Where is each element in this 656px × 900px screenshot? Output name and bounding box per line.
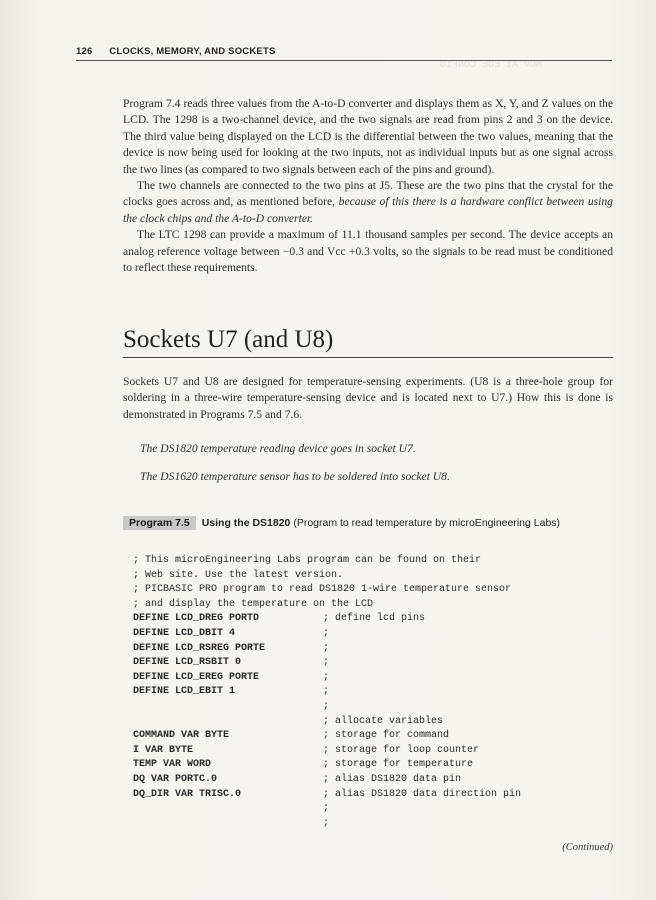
code-statement: DEFINE LCD_DBIT 4: [133, 627, 236, 639]
program-title: Using the DS1820: [201, 517, 291, 529]
paragraph-2-text: The two channels are connected to the two pins at J5. These are the two pins that the crystal for the clocks goes across and, as mentioned before,: [123, 179, 613, 209]
code-line: [133, 802, 613, 817]
program-badge: Program 7.5: [123, 516, 196, 530]
comment-marker: ;: [323, 627, 330, 639]
section-text: [123, 374, 613, 423]
code-statement: DEFINE LCD_DREG PORTD: [133, 613, 260, 625]
comment-marker: ;: [323, 759, 330, 771]
code-statement: TEMP VAR WORD: [133, 759, 212, 771]
comment-marker: ;: [323, 642, 330, 654]
code-line: [133, 685, 613, 700]
intro-text: [123, 96, 613, 276]
code-listing: [133, 554, 613, 831]
paragraph-2: [123, 178, 613, 227]
code-line: [133, 744, 613, 759]
paragraph-3: The LTC 1298 can provide a maximum of 11.1 thousand samples per second. The device accepts an analog reference voltage between −0.3 and Vcc +0.3 volts, so the signals to be read must be conditioned to reflect these requirements.: [123, 228, 613, 275]
code-statement: DQ_DIR VAR TRISC.0: [133, 788, 242, 800]
code-line: [133, 671, 613, 686]
code-comment: storage for command: [335, 730, 450, 742]
code-statement: DEFINE LCD_EREG PORTE: [133, 671, 260, 683]
code-line: [133, 729, 613, 744]
comment-marker: ;: [323, 686, 330, 698]
comment-marker: ;: [323, 744, 330, 756]
code-statement: DQ VAR PORTC.0: [133, 773, 218, 785]
code-comment-line: ; PICBASIC PRO program to read DS1820 1-wire temperature sensor: [133, 584, 512, 596]
code-line: [133, 612, 613, 627]
code-comment: alias DS1820 data pin: [335, 773, 462, 785]
code-comment: storage for loop counter: [335, 744, 480, 756]
comment-marker: ;: [323, 788, 330, 800]
code-line: [133, 758, 613, 773]
code-line: [133, 656, 613, 671]
code-line: [133, 642, 613, 657]
code-statement: DEFINE LCD_RSREG PORTE: [133, 642, 266, 654]
quote-ds1620: The DS1620 temperature sensor has to be soldered into socket U8.: [140, 470, 450, 483]
chapter-title: CLOCKS, MEMORY, AND SOCKETS: [109, 46, 276, 57]
comment-marker: ;: [323, 671, 330, 683]
code-comment-line: ; Web site. Use the latest version.: [133, 569, 344, 581]
code-statement: COMMAND VAR BYTE: [133, 730, 230, 742]
comment-marker: ;: [323, 803, 330, 815]
code-line: [133, 715, 613, 730]
code-comment: allocate variables: [335, 715, 444, 727]
comment-marker: ;: [323, 613, 330, 625]
code-comment-line: ; and display the temperature on the LCD: [133, 598, 374, 610]
comment-marker: ;: [323, 700, 330, 712]
code-statement: DEFINE LCD_RSBIT 0: [133, 657, 242, 669]
bleed-through: MOV AI EDE CONFIG: [440, 60, 543, 71]
code-statement: DEFINE LCD_EBIT 1: [133, 686, 236, 698]
comment-marker: ;: [323, 730, 330, 742]
page-number: 126: [76, 46, 93, 57]
comment-marker: ;: [323, 817, 330, 829]
code-line: [133, 773, 613, 788]
comment-marker: ;: [323, 773, 330, 785]
code-line: [133, 817, 613, 832]
paragraph-2-emphasis: because of this there is a hardware conflict between using the clock chips and the A-to-D converter.: [123, 195, 613, 225]
code-body: [133, 612, 613, 831]
code-line: [133, 700, 613, 715]
code-comment-line: ; This microEngineering Labs program can be found on their: [133, 555, 482, 566]
section-heading: Sockets U7 (and U8): [123, 325, 613, 358]
comment-marker: ;: [323, 715, 330, 727]
code-line: [133, 788, 613, 803]
comment-marker: ;: [323, 657, 330, 669]
code-comment: define lcd pins: [335, 613, 426, 625]
continued-note: (Continued): [562, 842, 613, 853]
code-line: [133, 627, 613, 642]
program-caption: [123, 516, 603, 530]
quote-ds1820: The DS1820 temperature reading device goes in socket U7.: [140, 442, 416, 455]
paragraph-1: Program 7.4 reads three values from the A-to-D converter and displays them as X, Y, and Z values on the LCD. The 1298 is a two-channel device, and the two signals are read from pins 2 and 3 on the device. The third value being displayed on the LCD is the differential between the two values, meaning that the device is now being used for looking at the two inputs, not as individual inputs but as one signal across the two lines (as compared to two signals between each of the pins and ground).: [123, 97, 613, 176]
code-comment: storage for temperature: [335, 759, 474, 771]
program-subtitle: (Program to read temperature by microEngineering Labs): [293, 517, 561, 529]
code-statement: I VAR BYTE: [133, 744, 194, 756]
section-paragraph: Sockets U7 and U8 are designed for temperature-sensing experiments. (U8 is a three-hole group for soldering in a three-wire temperature-sensing device and is located next to U7.) How this is done is demonstrated in Programs 7.5 and 7.6.: [123, 375, 613, 421]
running-head: [76, 46, 612, 61]
code-comment: alias DS1820 data direction pin: [335, 788, 522, 800]
